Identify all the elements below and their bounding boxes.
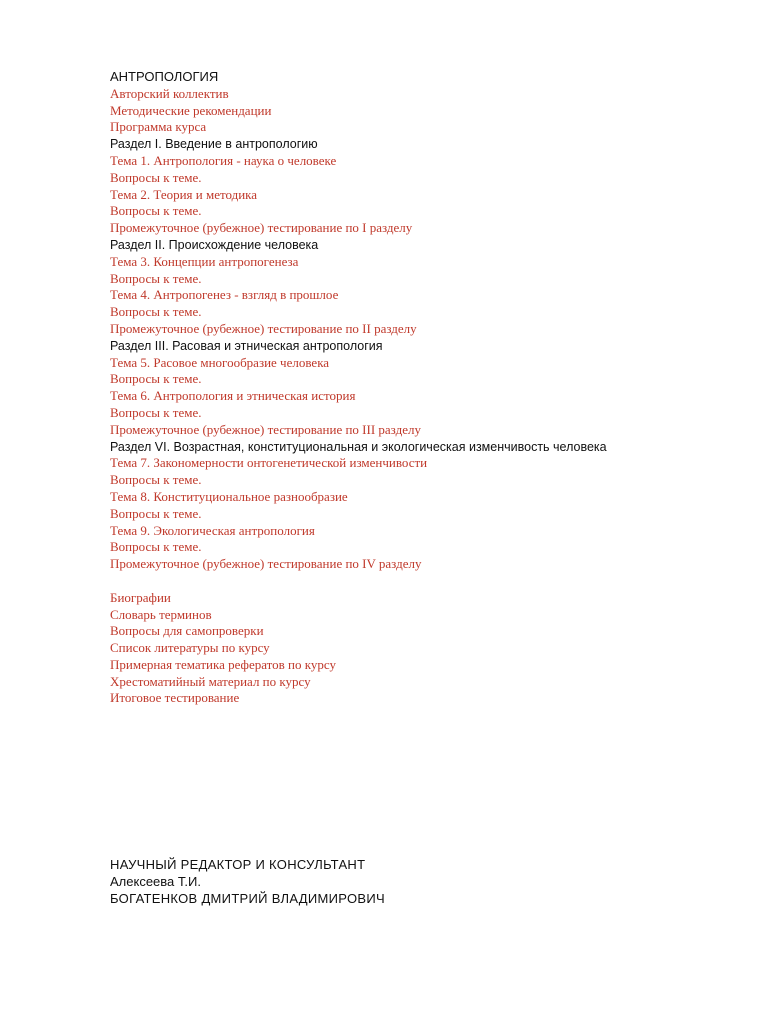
toc-link[interactable]: Вопросы к теме. — [110, 304, 202, 320]
toc-link[interactable]: Вопросы к теме. — [110, 169, 202, 185]
toc-section-heading: Раздел I. Введение в антропологию — [110, 137, 318, 152]
toc-section-heading: Раздел II. Происхождение человека — [110, 237, 319, 252]
toc-spacer — [110, 573, 730, 590]
toc-link[interactable]: Вопросы к теме. — [110, 472, 202, 488]
editor-name: Алексеева Т.И. — [110, 874, 201, 889]
toc-link[interactable]: Промежуточное (рубежное) тестирование по I разделу — [110, 220, 413, 236]
credits-block — [110, 856, 730, 907]
document-title: АНТРОПОЛОГИЯ — [110, 69, 219, 84]
toc-list — [110, 86, 730, 707]
toc-link[interactable]: Хрестоматийный материал по курсу — [110, 673, 311, 689]
toc-link[interactable]: Вопросы к теме. — [110, 539, 202, 555]
table-of-contents — [110, 69, 730, 707]
toc-link[interactable]: Авторский коллектив — [110, 85, 229, 101]
toc-link[interactable]: Промежуточное (рубежное) тестирование по II разделу — [110, 320, 417, 336]
toc-link[interactable]: Тема 4. Антропогенез - взгляд в прошлое — [110, 287, 339, 303]
editor-heading: НАУЧНЫЙ РЕДАКТОР И КОНСУЛЬТАНТ — [110, 857, 366, 872]
toc-link[interactable]: Вопросы к теме. — [110, 505, 202, 521]
toc-link[interactable]: Вопросы для самопроверки — [110, 623, 264, 639]
toc-link[interactable]: Тема 5. Расовое многообразие человека — [110, 354, 330, 370]
toc-link[interactable]: Тема 7. Закономерности онтогенетической изменчивости — [110, 455, 428, 471]
toc-section-heading: Раздел III. Расовая и этническая антропология — [110, 338, 383, 353]
toc-link[interactable]: Тема 2. Теория и методика — [110, 186, 258, 202]
toc-section-heading: Раздел VI. Возрастная, конституциональная и экологическая изменчивость человека — [110, 439, 607, 454]
toc-link[interactable]: Примерная тематика рефератов по курсу — [110, 656, 336, 672]
toc-link[interactable]: Тема 1. Антропология - наука о человеке — [110, 152, 337, 168]
toc-link[interactable]: Методические рекомендации — [110, 102, 272, 118]
toc-link[interactable]: Вопросы к теме. — [110, 203, 202, 219]
toc-link[interactable]: Вопросы к теме. — [110, 371, 202, 387]
toc-link[interactable]: Промежуточное (рубежное) тестирование по IV разделу — [110, 556, 422, 572]
toc-link[interactable]: Биографии — [110, 589, 171, 605]
toc-link[interactable]: Тема 3. Концепции антропогенеза — [110, 253, 299, 269]
toc-link[interactable]: Словарь терминов — [110, 606, 212, 622]
toc-link[interactable]: Список литературы по курсу — [110, 640, 270, 656]
author-name: БОГАТЕНКОВ ДМИТРИЙ ВЛАДИМИРОВИЧ — [110, 891, 385, 906]
toc-link[interactable]: Программа курса — [110, 119, 207, 135]
toc-link[interactable]: Вопросы к теме. — [110, 270, 202, 286]
toc-link[interactable]: Итоговое тестирование — [110, 690, 240, 706]
toc-link[interactable]: Тема 8. Конституциональное разнообразие — [110, 488, 348, 504]
toc-link[interactable]: Промежуточное (рубежное) тестирование по III разделу — [110, 421, 421, 437]
toc-link[interactable]: Вопросы к теме. — [110, 404, 202, 420]
toc-link[interactable]: Тема 6. Антропология и этническая история — [110, 388, 356, 404]
toc-link[interactable]: Тема 9. Экологическая антропология — [110, 522, 315, 538]
